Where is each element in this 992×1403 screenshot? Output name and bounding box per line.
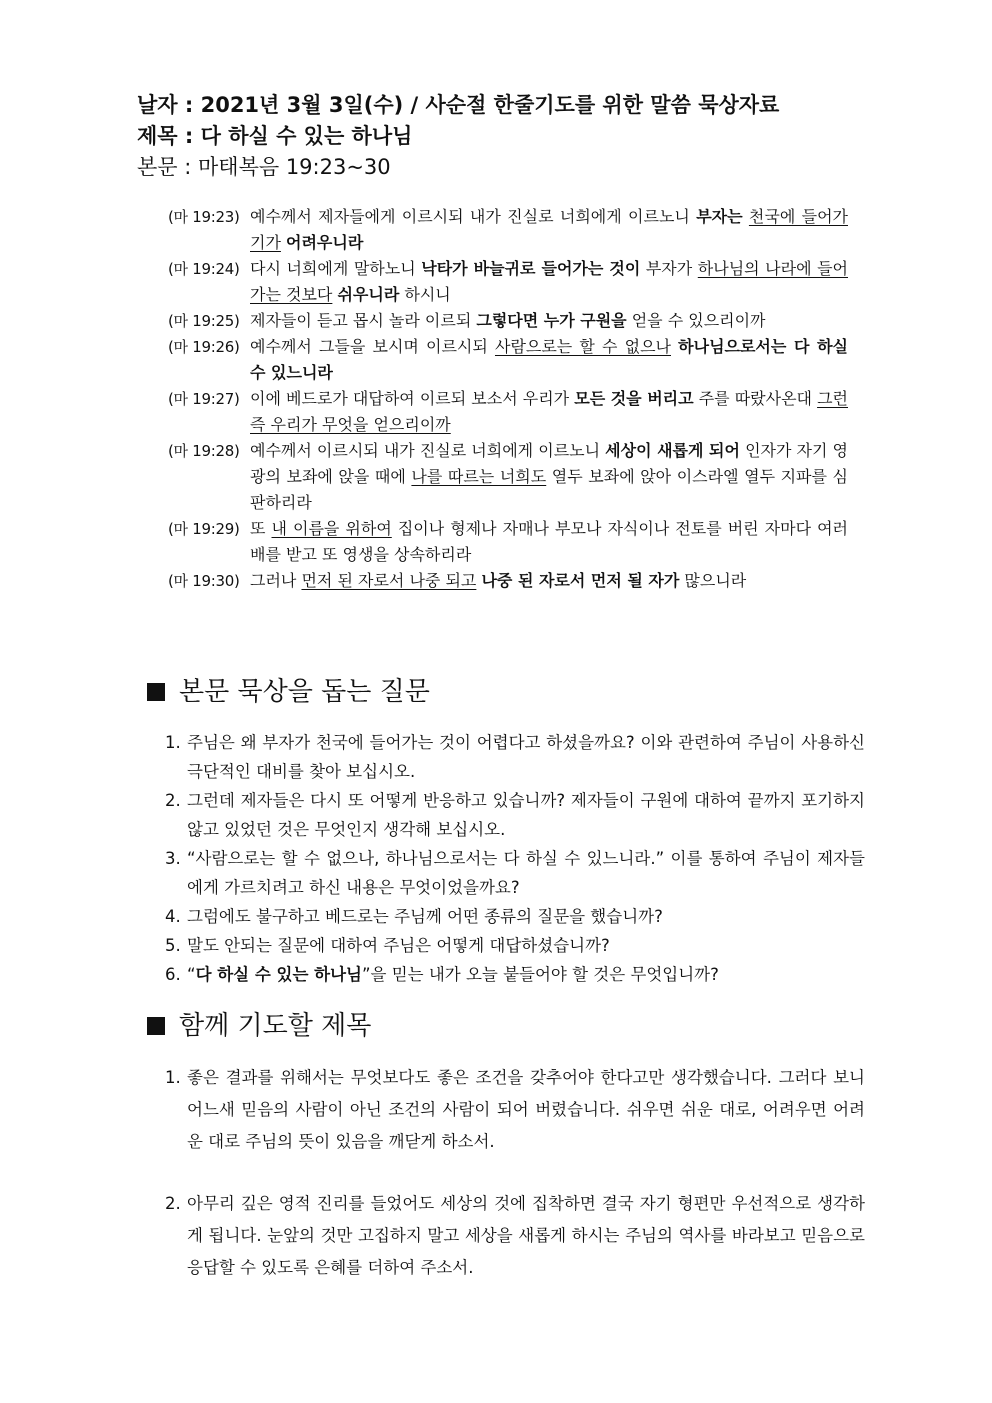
question-number: 1.	[165, 733, 181, 752]
text-run: 집이나 형제나 자매나 부모나 자식이나 전토를 버린 자마다 여러 배를 받고 또 영생을 상속하리라	[250, 519, 848, 564]
verse-reference: (마 19:25)	[168, 312, 240, 330]
text-run: 많으니라	[679, 571, 747, 590]
verse-row	[168, 308, 848, 334]
bold-phrase: 쉬우니라	[337, 285, 400, 304]
bold-phrase: 나중 된 자로서 먼저 될 자가	[481, 571, 680, 590]
text-run: 또	[250, 519, 272, 538]
question-number: 4.	[165, 907, 181, 926]
text-run: 말도 안되는 질문에 대하여 주님은 어떻게 대답하셨습니까?	[187, 936, 610, 955]
bold-phrase: 세상이 새롭게 되어	[605, 441, 740, 460]
underlined-phrase: 그런즉 우리가 무엇을 얻으리이까	[250, 389, 848, 434]
questions-section-title: 본문 묵상을 돕는 질문	[179, 677, 430, 707]
prayer-section-heading	[147, 1008, 371, 1044]
bold-phrase: 하나님으로서는 다 하실 수 있느니라	[250, 337, 848, 382]
verse-text	[250, 438, 848, 516]
question-item	[165, 786, 865, 844]
text-run: 인자가 자기 영광의 보좌에 앉을 때에	[250, 441, 848, 486]
bold-phrase: 그렇다면 누가 구원을	[476, 311, 627, 330]
verse-row	[168, 438, 848, 516]
verse-reference: (마 19:29)	[168, 520, 240, 538]
meditation-questions-list	[165, 728, 865, 989]
text-run: 주를 따랐사온대	[693, 389, 818, 408]
verse-row	[168, 568, 848, 594]
verse-reference: (마 19:26)	[168, 338, 240, 356]
bold-phrase: 부자는	[696, 207, 743, 226]
text-run: 하시니	[399, 285, 451, 304]
verse-row	[168, 386, 848, 438]
text-run: 그러나	[250, 571, 302, 590]
bold-phrase: 어려우니라	[286, 233, 364, 252]
underlined-phrase: 먼저 된 자로서 나중 되고	[301, 571, 477, 590]
square-bullet-icon	[147, 683, 165, 701]
prayer-text: 좋은 결과를 위해서는 무엇보다도 좋은 조건을 갖추어야 한다고만 생각했습니다. 그러다 보니 어느새 믿음의 사람이 아닌 조건의 사람이 되어 버렸습니다. 쉬우면 쉬운 대로, 어려우면 어려운 대로 주님의 뜻이 있음을 깨닫게 하소서.	[187, 1068, 865, 1151]
question-item	[165, 844, 865, 902]
question-item	[165, 931, 865, 960]
question-text	[187, 728, 865, 786]
question-text	[187, 902, 865, 931]
question-text	[187, 931, 865, 960]
verse-reference: (마 19:27)	[168, 390, 240, 408]
underlined-phrase: 천국에 들어가기가	[250, 207, 848, 252]
question-number: 3.	[165, 849, 181, 868]
verse-text	[250, 256, 848, 308]
prayer-number: 1.	[165, 1068, 181, 1087]
prayer-topics-list	[165, 1062, 865, 1284]
question-number: 5.	[165, 936, 181, 955]
prayer-number: 2.	[165, 1194, 181, 1213]
text-run: 얻을 수 있으리이까	[626, 311, 766, 330]
verse-text	[250, 334, 848, 386]
verse-reference: (마 19:24)	[168, 260, 240, 278]
question-number: 2.	[165, 791, 181, 810]
verse-reference: (마 19:30)	[168, 572, 240, 590]
verse-row	[168, 334, 848, 386]
verse-text	[250, 308, 848, 334]
text-run: 예수께서 그들을 보시며 이르시되	[250, 337, 495, 356]
question-number: 6.	[165, 965, 181, 984]
question-text	[187, 960, 865, 989]
underlined-phrase: 하나님의 나라에 들어가는 것보다	[250, 259, 848, 304]
verse-text	[250, 386, 848, 438]
text-run: 부자가	[640, 259, 698, 278]
text-run: ”을 믿는 내가 오늘 붙들어야 할 것은 무엇입니까?	[362, 965, 719, 984]
date-line: 날자 : 2021년 3월 3일(수) / 사순절 한줄기도를 위한 말씀 묵상자료	[137, 93, 780, 117]
question-item	[165, 902, 865, 931]
question-text	[187, 786, 865, 844]
underlined-phrase: 나를 따르는 너희도	[411, 467, 547, 486]
underlined-phrase: 사람으로는 할 수 없으나	[494, 337, 671, 356]
title-line: 제목 : 다 하실 수 있는 하나님	[137, 124, 413, 148]
question-item	[165, 728, 865, 786]
question-text	[187, 844, 865, 902]
text-run: 예수께서 이르시되 내가 진실로 너희에게 이르노니	[250, 441, 606, 460]
scripture-reference-line: 본문 : 마태복음 19:23~30	[137, 155, 391, 179]
text-run: 다시 너희에게 말하노니	[250, 259, 422, 278]
verse-row	[168, 516, 848, 568]
questions-section-heading	[147, 674, 430, 710]
text-run: 제자들이 듣고 몹시 놀라 이르되	[250, 311, 477, 330]
bold-phrase: 모든 것을 버리고	[574, 389, 694, 408]
text-run: 예수께서 제자들에게 이르시되 내가 진실로 너희에게 이르노니	[250, 207, 697, 226]
question-item	[165, 960, 865, 989]
text-run: 주님은 왜 부자가 천국에 들어가는 것이 어렵다고 하셨을까요? 이와 관련하여 주님이 사용하신 극단적인 대비를 찾아 보십시오.	[187, 733, 865, 781]
underlined-phrase: 내 이름을 위하여	[271, 519, 392, 538]
text-run: 그런데 제자들은 다시 또 어떻게 반응하고 있습니까? 제자들이 구원에 대하여 끝까지 포기하지 않고 있었던 것은 무엇인지 생각해 보십시오.	[187, 791, 865, 839]
prayer-text: 아무리 깊은 영적 진리를 들었어도 세상의 것에 집착하면 결국 자기 형편만 우선적으로 생각하게 됩니다. 눈앞의 것만 고집하지 말고 세상을 새롭게 하시는 주님의 역사를 바라보고 믿음으로 응답할 수 있도록 은혜를 더하여 주소서.	[187, 1194, 865, 1277]
verse-text	[250, 204, 848, 256]
bold-phrase: 낙타가 바늘귀로 들어가는 것이	[421, 259, 641, 278]
verse-row	[168, 256, 848, 308]
verse-reference: (마 19:23)	[168, 208, 240, 226]
scripture-verses	[168, 204, 848, 594]
prayer-section-title: 함께 기도할 제목	[179, 1011, 372, 1041]
bold-phrase: 다 하실 수 있는 하나님	[195, 965, 362, 984]
verse-text	[250, 568, 848, 594]
verse-row	[168, 204, 848, 256]
prayer-item	[165, 1188, 865, 1284]
text-run: 열두 보좌에 앉아 이스라엘 열두 지파를 심판하리라	[250, 467, 848, 512]
text-run: 이에 베드로가 대답하여 이르되 보소서 우리가	[250, 389, 575, 408]
prayer-item	[165, 1062, 865, 1158]
text-run: 그럼에도 불구하고 베드로는 주님께 어떤 종류의 질문을 했습니까?	[187, 907, 663, 926]
square-bullet-icon	[147, 1017, 165, 1035]
verse-reference: (마 19:28)	[168, 442, 240, 460]
text-run: “사람으로는 할 수 없으나, 하나님으로서는 다 하실 수 있느니라.” 이를 통하여 주님이 제자들에게 가르치려고 하신 내용은 무엇이었을까요?	[187, 849, 865, 897]
text-run: “	[187, 965, 196, 984]
verse-text	[250, 516, 848, 568]
